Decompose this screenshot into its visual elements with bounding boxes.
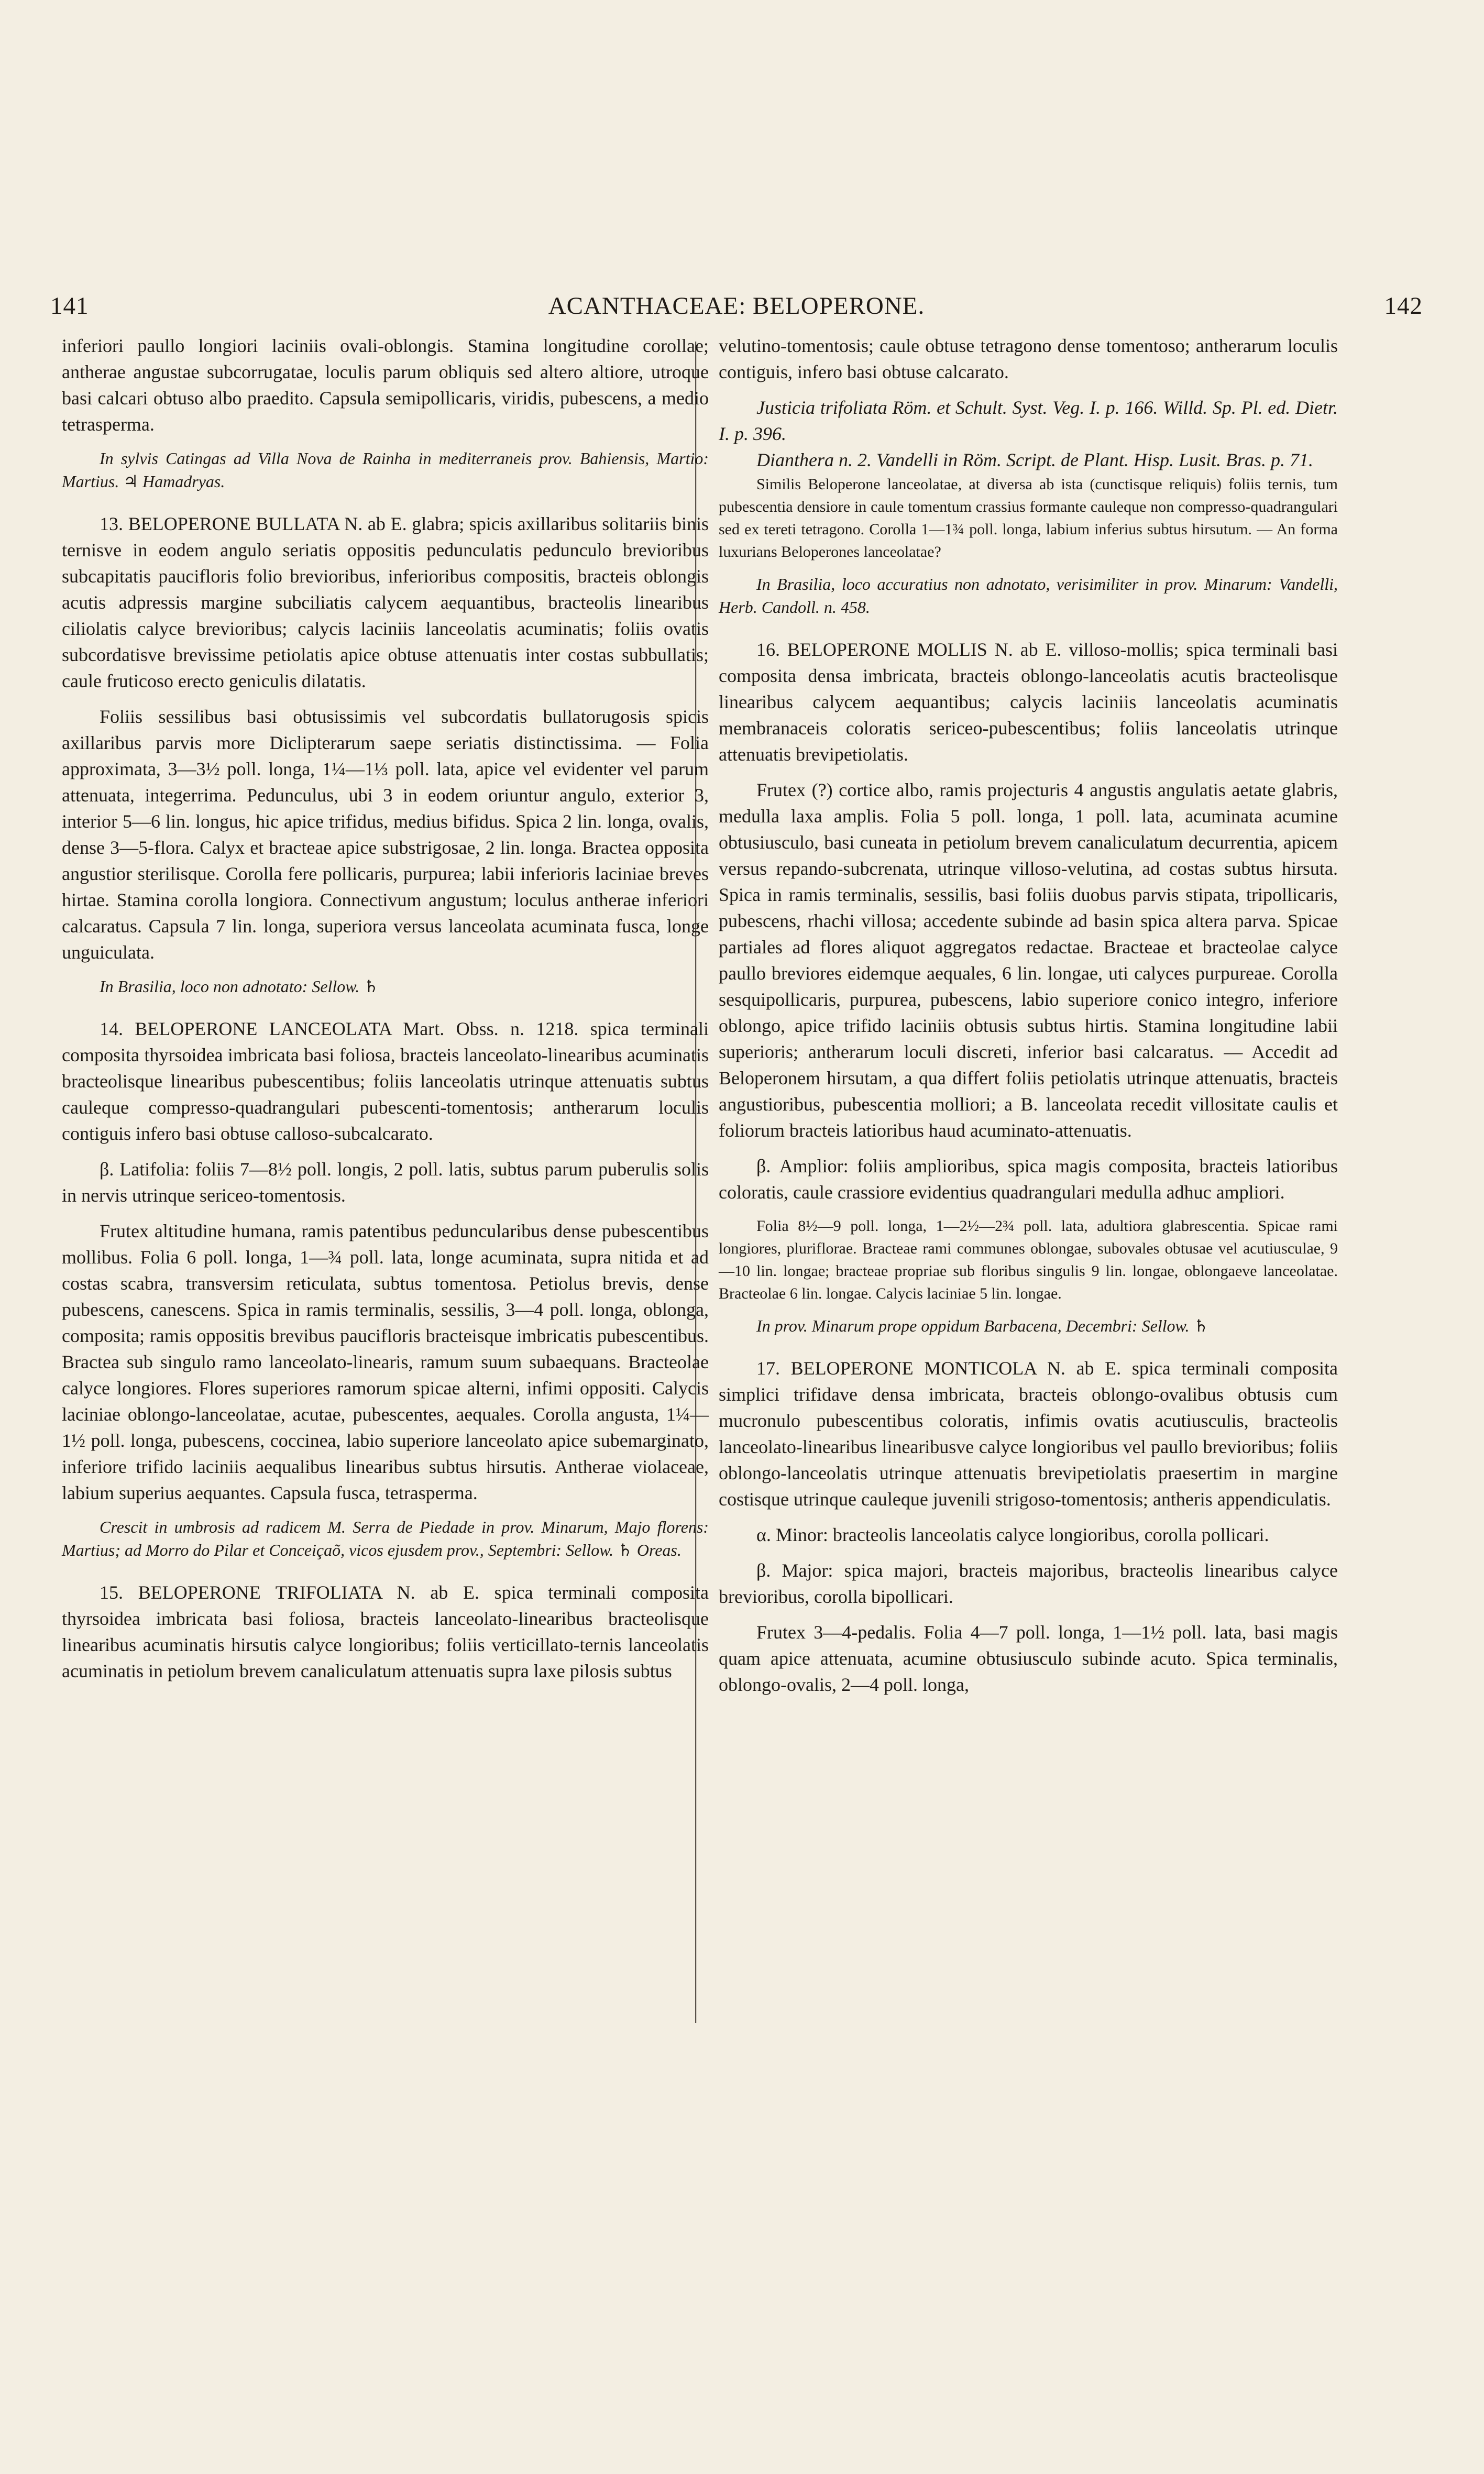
locality-note: In Brasilia, loco non adnotato: Sellow. ♄ [100,977,379,996]
paragraph: velutino-tomentosis; caule obtuse tetragono dense tomentoso; antherarum loculis contiguis, infero basi obtuse calcarato. [719,335,1338,382]
locality-note: In Brasilia, loco accuratius non adnotato, verisimiliter in prov. Minarum: Vandelli, Herb. Candoll. n. 458. [719,575,1338,617]
page-header [50,285,1423,327]
species-entry: 16. BELOPERONE MOLLIS N. ab E. villoso-mollis; spica terminali basi composita densa imbricata, bracteis oblongo-lanceolatis acutis bracteolisque linearibus calycem aequantibus; calycis laciniis lanceolatis acuminatis membranaceis coloratis sericeo-pubescentibus; foliis lanceolatis utrinque attenuatis brevipetiolatis. [719,639,1338,765]
synonym-reference: Dianthera n. 2. Vandelli in Röm. Script. de Plant. Hisp. Lusit. Bras. p. 71. [756,449,1313,470]
running-title: ACANTHACEAE: BELOPERONE. [548,292,925,320]
paragraph: inferiori paullo longiori laciniis ovali-oblongis. Stamina longitudine corollae; antherae angustae subcorrugatae, loculis parum obliquis sed altero altiore, utroque basi calcari obtuso albo praedito. Capsula semipollicaris, viridis, pubescens, a medio tetrasperma. [62,335,709,435]
synonym-reference: Justicia trifoliata Röm. et Schult. Syst. Veg. I. p. 166. Willd. Sp. Pl. ed. Dietr. I. p. 396. [719,397,1338,444]
description-paragraph: Frutex (?) cortice albo, ramis projecturis 4 angustis angulatis aetate glabris, medulla laxa amplis. Folia 5 poll. longa, 1 poll. lata, acuminata acumine obtusiusculo, basi cuneata in petiolum brevem canaliculatum decurrentia, apicem versus repando-subcrenata, utrinque villoso-velutina, ad costas subtus hirsuta. Spica in ramis terminalis, sessilis, basi foliis duobus parvis stipata, tripollicaris, pubescens, rhachi villosa; accedente subinde ad basin spica altera parva. Spicae partiales ad flores aliquot aggregatos redactae. Bracteae et bracteolae calyce paullo breviores eidemque aequales, 6 lin. longae, uti calyces purpureae. Corolla sesquipollicaris, purpurea, pubescens, labio superiore conico integro, inferiore oblongo, apice trifido laciniis obtusis subtus hirtis. Stamina longitudine labii superioris; antherarum loculi discreti, inferior basi calcaratus. — Accedit ad Beloperonem hirsutam, a qua differt foliis petiolatis utrinque attenuatis, bracteis angustioribus, pubescentia molliori; a B. lanceolata recedit villositate caulis et foliorum bracteis latioribus haud acuminato-attenuatis. [719,779,1338,1141]
variety-paragraph: β. Major: spica majori, bracteis majoribus, bracteolis linearibus calyce brevioribus, corolla bipollicari. [719,1560,1338,1607]
note-paragraph: Similis Beloperone lanceolatae, at diversa ab ista (cunctisque reliquis) foliis ternis, tum pubescentia densiore in caule tomentum crassius formante cauleque non compresso-quadrangulari sed ex tereti tetragono. Corolla 1—1¾ poll. longa, labium inferius subtus hirsutum. — An forma luxurians Beloperones lanceolatae? [719,476,1338,560]
left-column [62,333,709,1694]
species-entry: 15. BELOPERONE TRIFOLIATA N. ab E. spica terminali composita thyrsoidea imbricata basi foliosa, bracteis lanceolato-linearibus bracteolisque linearibus acuminatis hirsutis calyce longioribus; foliis verticillato-ternis lanceolatis acuminatis in petiolum brevem canaliculatum attenuatis supra laxe pilosis subtus [62,1582,709,1681]
note-paragraph: Folia 8½—9 poll. longa, 1—2½—2¾ poll. lata, adultiora glabrescentia. Spicae rami longiores, pluriflorae. Bracteae rami communes oblongae, subovales obtusae vel acutiusculae, 9—10 lin. longae; bracteae propriae sub floribus singulis 9 lin. longae, oblongaeve lanceolatae. Bracteolae 6 lin. longae. Calycis laciniae 5 lin. longae. [719,1217,1338,1302]
species-entry: 14. BELOPERONE LANCEOLATA Mart. Obss. n. 1218. spica terminali composita thyrsoidea imbricata basi foliosa, bracteis lanceolato-linearibus acuminatis bracteolisque linearibus pubescentibus; foliis lanceolatis utrinque attenuatis subtus cauleque compresso-quadrangulari pubescenti-tomentosis; antherarum loculis contiguis infero basi obtuse calloso-subcalcarato. [62,1018,709,1144]
variety-paragraph: β. Amplior: foliis amplioribus, spica magis composita, bracteis latioribus coloratis, caule crassiore evidentius quadrangulari medulla adhuc ampliori. [719,1156,1338,1203]
species-entry: 17. BELOPERONE MONTICOLA N. ab E. spica terminali composita simplici trifidave densa imbricata, bracteis oblongo-ovalibus obtusis cum mucronulo pubescentibus coloratis, infimis ovatis acutiusculis, bracteolis lanceolato-linearibus linearibusve calyce longioribus vel paullo brevioribus; foliis oblongo-lanceolatis utrinque attenuatis brevipetiolatis praesertim in margine costisque utrinque cauleque juvenili strigoso-tomentosis; antheris appendiculatis. [719,1358,1338,1510]
variety-paragraph: α. Minor: bracteolis lanceolatis calyce longioribus, corolla pollicari. [756,1524,1269,1545]
page-number-left: 141 [50,292,89,320]
species-entry: 13. BELOPERONE BULLATA N. ab E. glabra; spicis axillaribus solitariis binis ternisve in eodem angulo seriatis oppositis pedunculatis pedunculo brevioribus subcapitatis paucifloris folio brevioribus, inferioribus compositis, bracteis oblongis acutis adpressis margine subciliatis calycem aequantibus, bracteolis linearibus ciliolatis calyce brevioribus; calycis laciniis lanceolatis acuminatis; foliis ovatis subcordatisve brevissime petiolatis apice obtuse attenuatis inter costas subbullatis; caule fruticoso erecto geniculis dilatatis. [62,513,709,691]
variety-paragraph: β. Latifolia: foliis 7—8½ poll. longis, 2 poll. latis, subtus parum puberulis solis in nervis utrinque sericeo-tomentosis. [62,1159,709,1206]
right-column [719,333,1338,1707]
locality-note: In sylvis Catingas ad Villa Nova de Rainha in mediterraneis prov. Bahiensis, Martio: Martius. ♃ Hamadryas. [62,449,709,491]
description-paragraph: Frutex altitudine humana, ramis patentibus peduncularibus dense pubescentibus mollibus. Folia 6 poll. longa, 1—¾ poll. lata, longe acuminata, supra nitida et ad costas scabra, transversim reticulata, subtus tomentosa. Petiolus brevis, dense pubescens, canescens. Spica in ramis terminalis, sessilis, 3—4 poll. longa, oblonga, composita; ramis oppositis brevibus paucifloris bracteisque imbricatis pubescentibus. Bractea sub singulo ramo lanceolato-linearis, ramum suum subaequans. Bracteolae calyce longiores. Flores superiores ramorum spicae alterni, infimi oppositi. Calycis laciniae oblongo-lanceolatae, acutae, pubescentes, aequales. Corolla angusta, 1¼—1½ poll. longa, pubescens, coccinea, labio superiore lanceolato apice subemarginato, inferiore trifido laciniis aequalibus linearibus subtus hirsutis. Antherae violaceae, labium superius aequantes. Capsula fusca, tetrasperma. [62,1220,709,1503]
locality-note: Crescit in umbrosis ad radicem M. Serra de Piedade in prov. Minarum, Majo florens: Martius; ad Morro do Pilar et Conceiçaõ, vicos ejusdem prov., Septembri: Sellow. ♄ Oreas. [62,1518,709,1559]
locality-note: In prov. Minarum prope oppidum Barbacena, Decembri: Sellow. ♄ [756,1316,1209,1335]
description-paragraph: Foliis sessilibus basi obtusissimis vel subcordatis bullatorugosis spicis axillaribus parvis more Diclipterarum saepe seriatis distinctissima. — Folia approximata, 3—3½ poll. longa, 1¼—1⅓ poll. lata, apice vel evidenter vel parum attenuata, integerrima. Pedunculus, ubi 3 in eodem oriuntur angulo, exterior 3, interior 5—6 lin. longus, hic apice trifidus, medius bifidus. Spica 2 lin. longa, ovalis, dense 3—5-flora. Calyx et bracteae apice substrigosae, 2 lin. longa. Bractea opposita angustior sterilisque. Corolla fere pollicaris, purpurea; labii inferioris laciniae breves hirtae. Stamina corolla longiora. Connectivum angustum; loculus antherae inferiori calcaratus. Capsula 7 lin. longa, superiora versus lanceolata acuminata fusca, longe unguiculata. [62,706,709,963]
description-paragraph: Frutex 3—4-pedalis. Folia 4—7 poll. longa, 1—1½ poll. lata, basi magis quam apice attenuata, acumine obtusiusculo subinde acuto. Spica terminalis, oblongo-ovalis, 2—4 poll. longa, [719,1622,1338,1695]
page-number-right: 142 [1384,292,1423,320]
